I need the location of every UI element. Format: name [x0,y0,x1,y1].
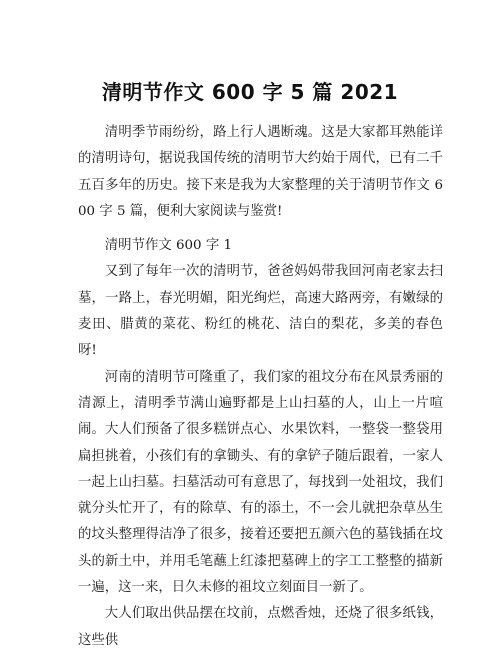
document-body [78,120,443,654]
essay-heading: 清明节作文 600 字 1 [104,238,232,254]
essay-paragraph: 河南的清明节可隆重了，我们家的祖坟分布在风景秀丽的清源上，清明季节满山遍野都是上山扫墓的人，山上一片喧闹。大人们预备了很多糕饼点心、水果饮料，一整袋一整袋用扁担挑着，小孩们有的拿锄头、有的拿铲子随后跟着，一家人一起上山扫墓。扫墓活动可有意思了，每找到一处祖坟，我们就分头忙开了，有的除草、有的添土，不一会儿就把杂草丛生的坟头整理得洁净了很多，接着还要把五颜六色的墓钱插在坟头的新土中，并用毛笔蘸上红漆把墓碑上的字工工整整的描新一遍，这一来，日久未修的祖坟立刻面目一新了。 [78,369,443,596]
essay-paragraph: 大人们取出供品摆在坟前，点燃香烛，还烧了很多纸钱，这些供 [78,606,443,648]
intro-paragraph: 清明季节雨纷纷，路上行人遇断魂。这是大家都耳熟能详的清明诗句，据说我国传统的清明节大约始于周代，已有二千五百多年的历史。接下来是我为大家整理的关于清明节作文 600 字 5 篇，便利大家阅读与鉴赏! [78,125,443,219]
document-title: 清明节作文 600 字 5 篇 2021 [101,80,399,104]
essay-paragraph: 又到了每年一次的清明节，爸爸妈妈带我回河南老家去扫墓，一路上，春光明媚，阳光绚烂，高速大路两旁，有嫩绿的麦田、腊黄的菜花、粉红的桃花、洁白的梨花，多美的春色呀! [78,264,443,359]
